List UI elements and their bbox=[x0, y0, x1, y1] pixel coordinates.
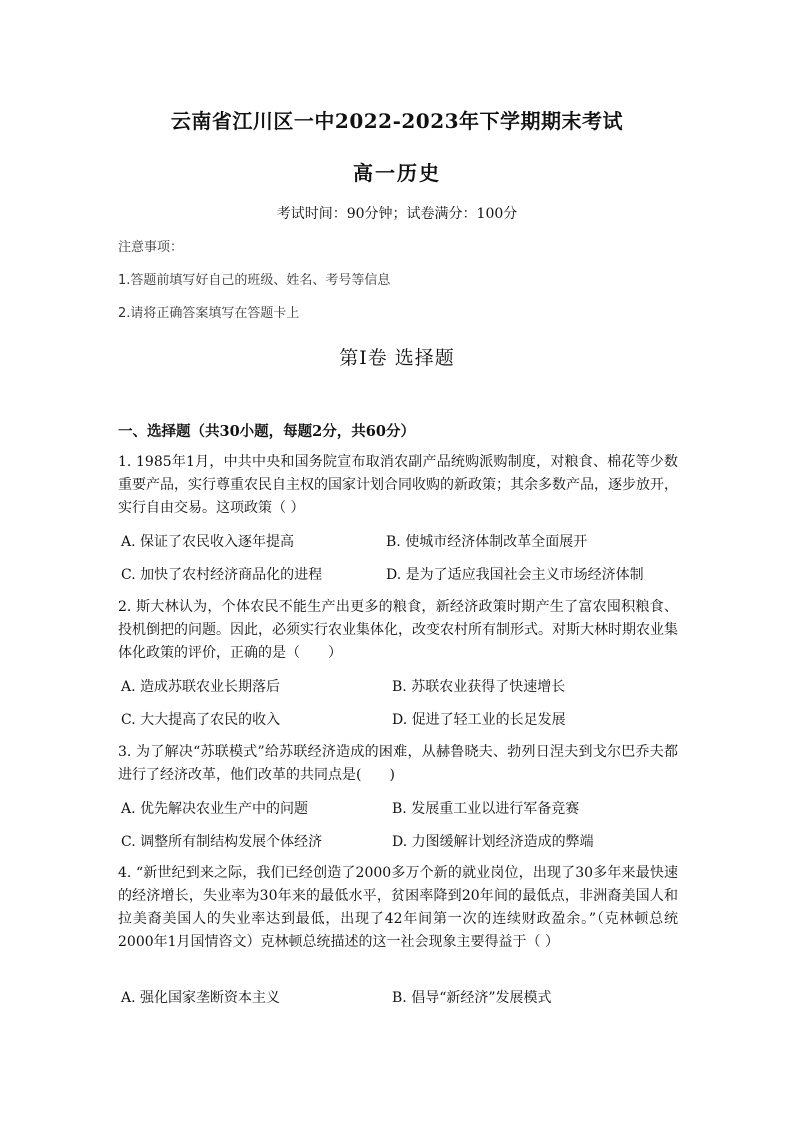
option-c[interactable]: C. 大大提高了农民的收入 bbox=[121, 712, 281, 728]
option-a[interactable]: A. 造成苏联农业长期落后 bbox=[121, 679, 281, 695]
section-title: 第Ⅰ卷 选择题 bbox=[339, 347, 455, 369]
option-d[interactable]: D. 是为了适应我国社会主义市场经济体制 bbox=[386, 567, 644, 583]
question-stem: 4. “新世纪到来之际，我们已经创造了2000多万个新的就业岗位，出现了30多年来最快速的经济增长，失业率为30年来的最低水平，贫困率降到20年间的最低点，非洲裔美国人和拉美裔美国人的失业率达到最低，出现了42年间第一次的连续财政盈余。”（克林顿总统2000年1月国情咨文）克林顿总统描述的这一社会现象主要得益于（ ） bbox=[118, 865, 678, 950]
question-stem: 2. 斯大林认为，个体农民不能生产出更多的粮食，新经济政策时期产生了富农囤积粮食、投机倒把的问题。因此，必须实行农业集体化，改变农村所有制形式。对斯大林时期农业集体化政策的评价，正确的是（ ） bbox=[118, 599, 678, 661]
option-c[interactable]: C. 调整所有制结构发展个体经济 bbox=[121, 834, 323, 850]
option-c[interactable]: C. 加快了农村经济商品化的进程 bbox=[121, 567, 323, 583]
option-a[interactable]: A. 强化国家垄断资本主义 bbox=[121, 990, 281, 1006]
part-heading: 一、选择题（共30小题，每题2分，共60分） bbox=[118, 423, 415, 440]
option-b[interactable]: B. 苏联农业获得了快速增长 bbox=[392, 679, 566, 695]
option-d[interactable]: D. 促进了轻工业的长足发展 bbox=[392, 712, 566, 728]
option-b[interactable]: B. 发展重工业以进行军备竞赛 bbox=[392, 801, 580, 817]
question-stem: 1. 1985年1月，中共中央和国务院宣布取消农副产品统购派购制度，对粮食、棉花等少数重要产品，实行尊重农民自主权的国家计划合同收购的新政策；其余多数产品，逐步放开，实行自由交易。这项政策（ ） bbox=[118, 454, 678, 516]
exam-info: 考试时间：90分钟；试卷满分：100分 bbox=[276, 206, 518, 222]
option-a[interactable]: A. 保证了农民收入逐年提高 bbox=[121, 534, 295, 550]
exam-subject: 高一历史 bbox=[353, 161, 441, 185]
option-a[interactable]: A. 优先解决农业生产中的问题 bbox=[121, 801, 309, 817]
note-item: 1.答题前填写好自己的班级、姓名、考号等信息 bbox=[118, 273, 391, 288]
option-b[interactable]: B. 倡导“新经济”发展模式 bbox=[392, 990, 552, 1006]
notes-heading: 注意事项： bbox=[118, 240, 184, 255]
note-item: 2.请将正确答案填写在答题卡上 bbox=[118, 306, 300, 321]
option-b[interactable]: B. 使城市经济体制改革全面展开 bbox=[386, 534, 588, 550]
question-stem: 3. 为了解决“苏联模式”给苏联经济造成的困难，从赫鲁晓夫、勃列日涅夫到戈尔巴乔夫都进行了经济改革，他们改革的共同点是( ) bbox=[118, 744, 678, 783]
exam-title: 云南省江川区一中2022-2023年下学期期末考试 bbox=[170, 109, 624, 133]
option-d[interactable]: D. 力图缓解计划经济造成的弊端 bbox=[392, 834, 594, 850]
